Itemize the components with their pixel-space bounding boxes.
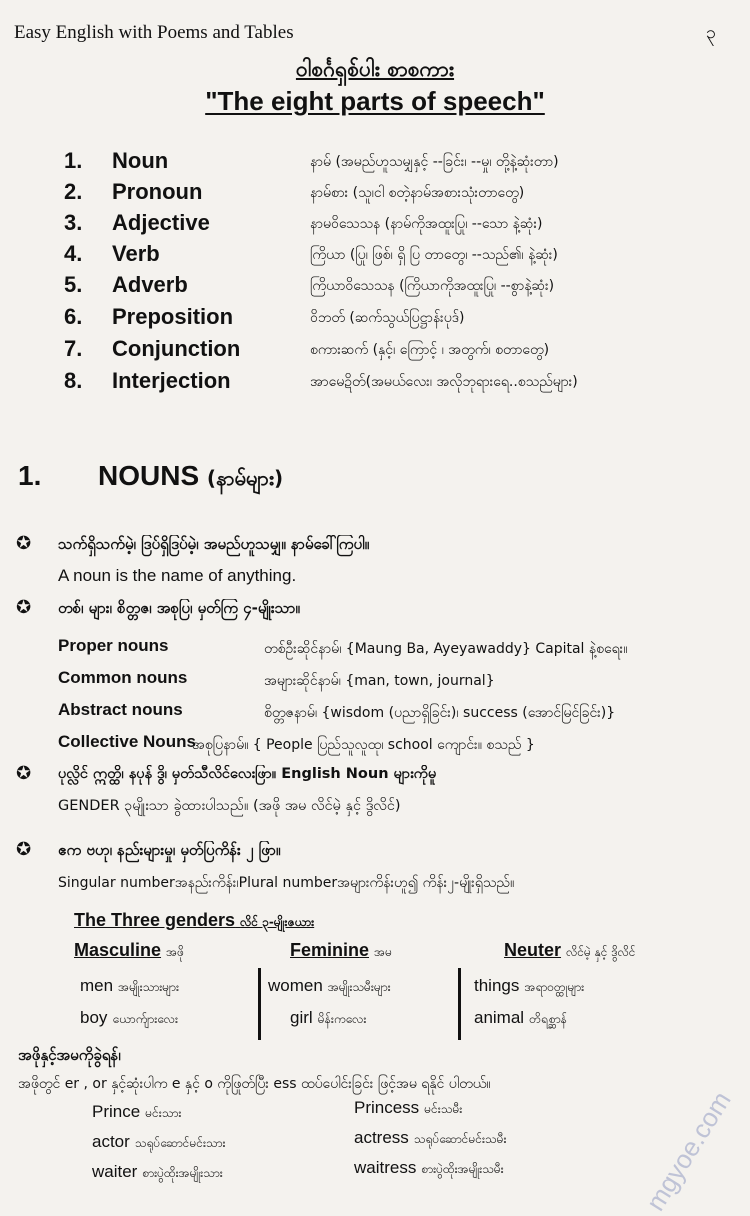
pair-mm: စားပွဲထိုးအမျိုးသမီး — [421, 1162, 504, 1176]
pos-name: Adjective — [112, 210, 210, 235]
gender-cell-en: things — [474, 976, 520, 995]
pair-masculine — [92, 1132, 226, 1153]
pos-number: 4. — [64, 241, 83, 266]
gender-cell-en: women — [268, 976, 323, 995]
pos-name: Verb — [112, 241, 160, 266]
pos-desc: နာမဝိသေသန (နာမ်ကိုအထူးပြု၊ --သော နဲ့ဆုံး) — [310, 216, 543, 232]
pair-en: Princess — [354, 1098, 420, 1117]
noun-type-desc: အစုပြနာမ်။ { People ပြည်သူလူထု၊ school ကျောင်း။ စသည် } — [192, 737, 535, 753]
gender-divider — [458, 968, 461, 1040]
noun-type-desc: တစ်ဦးဆိုင်နာမ်၊ {Maung Ba, Ayeyawaddy} Capital နဲ့စရေး။ — [264, 641, 628, 657]
pos-desc: အာမေဍိတ်(အမယ်လေး၊ အလိုဘုရားရေ..စသည်များ) — [310, 374, 578, 390]
noun-type-label: Common nouns — [58, 668, 188, 687]
section-title-en: NOUNS — [98, 460, 200, 491]
pos-number: 5. — [64, 272, 83, 297]
pair-feminine — [354, 1098, 462, 1119]
bullet-number-en: Singular numberအနည်းကိန်း၊Plural numberအများကိန်းဟူ၍ ကိန်း၂-မျိုးရှိသည်။ — [58, 875, 515, 891]
gender-divider — [258, 968, 261, 1040]
gender-cell — [290, 1008, 366, 1029]
gender-cell-en: boy — [80, 1008, 108, 1027]
gender-head-mm: အမ — [374, 945, 392, 959]
pos-number: 8. — [64, 368, 83, 393]
conversion-rule: အဖိုတွင် er , or နှင့်ဆုံးပါက e နှင့် o ကိုဖြုတ်ပြီး ess ထပ်ပေါင်းခြင်း ဖြင့်အမ ရနိုင် ပါတယ်။ — [18, 1076, 491, 1092]
gender-cell — [474, 1008, 567, 1029]
pair-feminine — [354, 1128, 507, 1149]
pair-mm: မင်းသား — [145, 1106, 182, 1120]
pos-number: 2. — [64, 179, 83, 204]
pair-mm: သရုပ်ဆောင်မင်းသား — [134, 1136, 226, 1150]
bullet-definition-mm: သက်ရှိသက်မဲ့၊ ဒြပ်ရှိဒြပ်မဲ့၊ အမည်ဟူသမျှ။ နာမ်ခေါ်ကြပါ။ — [58, 535, 370, 553]
pos-name: Interjection — [112, 368, 231, 393]
pair-mm: သရုပ်ဆောင်မင်းသမီး — [413, 1132, 507, 1146]
gender-head-neuter — [504, 940, 636, 962]
gender-cell — [80, 976, 179, 997]
gender-head-mm: လိင်မဲ့ နှင့် ဒွိလိင် — [566, 945, 636, 959]
pair-masculine — [92, 1162, 223, 1183]
title-english: "The eight parts of speech" — [205, 86, 545, 116]
gender-table-title — [74, 910, 314, 932]
star-circle-icon: ✪ — [16, 839, 32, 860]
gender-cell — [80, 1008, 178, 1029]
gender-cell-mm: အမျိုးသမီးများ — [327, 980, 391, 994]
pos-desc: ကြိယာ (ပြု၊ ဖြစ်၊ ရှိ ပြ တာတွေ၊ --သည်၏၊ နဲ့ဆုံး) — [310, 247, 558, 263]
gender-cell-en: animal — [474, 1008, 525, 1027]
conversion-heading: အဖိုနှင့်အမကိုခွဲရန်၊ — [18, 1046, 121, 1064]
pos-name: Adverb — [112, 272, 188, 297]
page-number: ၃ — [706, 22, 717, 43]
gender-head-en: Neuter — [504, 940, 562, 960]
gender-cell-mm: အမျိုးသားများ — [118, 980, 180, 994]
gender-head-en: Masculine — [74, 940, 162, 960]
gender-cell — [268, 976, 391, 997]
pos-desc: နာမ် (အမည်ဟူသမျှနှင့် --ခြင်း၊ --မှု၊ တို့နဲ့ဆုံးတာ) — [310, 154, 559, 170]
gender-cell-mm: မိန်းကလေး — [317, 1012, 367, 1026]
gender-head-mm: အဖို — [166, 945, 184, 959]
gender-cell-en: girl — [290, 1008, 313, 1027]
noun-type-label: Abstract nouns — [58, 700, 183, 719]
bullet-gender-line2: GENDER ၃မျိုးသာ ခွဲထားပါသည်။ (အဖို အမ လိင်မဲ့ နှင့် ဒွိလိင်) — [58, 798, 401, 814]
gender-cell-mm: အရာဝတ္ထုများ — [524, 980, 585, 994]
noun-type-label: Collective Nouns — [58, 732, 196, 751]
gender-head-feminine — [290, 940, 392, 962]
gender-cell — [474, 976, 584, 997]
pos-number: 1. — [64, 148, 83, 173]
pos-name: Preposition — [112, 304, 234, 329]
section-number: 1. — [18, 460, 42, 491]
pos-name: Pronoun — [112, 179, 203, 204]
gender-cell-mm: တိရစ္ဆာန် — [529, 1012, 567, 1026]
pair-en: waiter — [92, 1162, 138, 1181]
bullet-definition-en: A noun is the name of anything. — [58, 566, 297, 585]
watermark: mgyoe.com — [640, 1086, 737, 1216]
gender-cell-en: men — [80, 976, 114, 995]
gender-head-en: Feminine — [290, 940, 370, 960]
book-title: Easy English with Poems and Tables — [14, 22, 294, 43]
bullet-noun-types: တစ်၊ များ၊ စိတ္တဇ၊ အစုပြ၊ မှတ်ကြ ၄-မျိုးသာ။ — [58, 599, 300, 617]
pos-name: Conjunction — [112, 336, 241, 361]
pos-desc: ဝိဘတ် (ဆက်သွယ်ပြဋ္ဌာန်းပုဒ်) — [310, 310, 465, 326]
pos-name: Noun — [112, 148, 169, 173]
pair-feminine — [354, 1158, 504, 1179]
section-title-mm: (နာမ်များ) — [206, 466, 284, 490]
bullet-number-mm: ဧက ဗဟု၊ နည်းများမှု၊ မှတ်ပြကိန်း ၂ ဖြာ။ — [58, 841, 281, 859]
gender-title-en: The Three genders — [74, 910, 236, 930]
noun-type-desc: အများဆိုင်နာမ်၊ {man, town, journal} — [264, 673, 495, 689]
star-circle-icon: ✪ — [16, 597, 32, 618]
pos-number: 3. — [64, 210, 83, 235]
bullet-gender-line1: ပုလ္လိင် ဣတ္ထိ၊ နပုန် ဒွိ၊ မှတ်သီလိင်လေးဖြာ။ English Noun များကိုမူ — [58, 766, 437, 782]
pair-en: waitress — [354, 1158, 417, 1177]
noun-type-label: Proper nouns — [58, 636, 169, 655]
pair-mm: စားပွဲထိုးအမျိုးသား — [142, 1166, 223, 1180]
pos-desc: နာမ်စား (သူ၊ငါ စတဲ့နာမ်အစားသုံးတာတွေ) — [310, 185, 525, 201]
gender-title-mm: လိင် ၃-မျိုးဇယား — [240, 915, 315, 929]
title-myanmar: ဝါစင်္ဂရှစ်ပါး စာစကား — [295, 57, 455, 81]
star-circle-icon: ✪ — [16, 533, 32, 554]
star-circle-icon: ✪ — [16, 763, 32, 784]
pair-en: actor — [92, 1132, 130, 1151]
gender-cell-mm: ယောက်ျားလေး — [112, 1012, 179, 1026]
pair-mm: မင်းသမီး — [424, 1102, 463, 1116]
pos-number: 7. — [64, 336, 83, 361]
section-title — [98, 460, 283, 495]
gender-head-masculine — [74, 940, 184, 962]
pair-masculine — [92, 1102, 181, 1123]
pos-desc: စကားဆက် (နှင့်၊ ကြောင့် ၊ အတွက်၊ စတာတွေ) — [310, 342, 550, 358]
pos-desc: ကြိယာဝိသေသန (ကြိယာကိုအထူးပြု၊ --စွာနဲ့ဆုံး) — [310, 278, 555, 294]
noun-type-desc: စိတ္တဇနာမ်၊ {wisdom (ပညာရှိခြင်း)၊ success (အောင်မြင်ခြင်း)} — [264, 705, 616, 721]
pair-en: actress — [354, 1128, 409, 1147]
pair-en: Prince — [92, 1102, 141, 1121]
pos-number: 6. — [64, 304, 83, 329]
